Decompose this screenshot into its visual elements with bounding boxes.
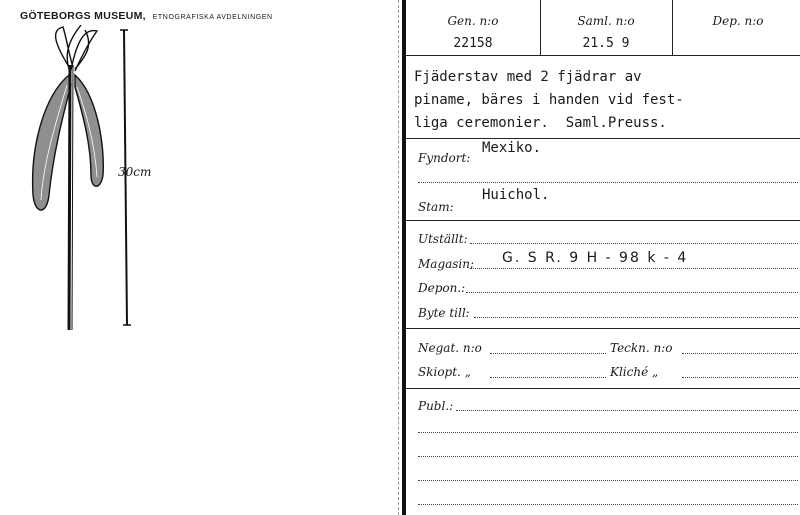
card-header-row	[406, 0, 800, 56]
description-text	[414, 66, 684, 135]
utstallt-label: Utställt:	[418, 232, 468, 246]
dotted-line	[418, 432, 798, 433]
dotted-line	[682, 353, 798, 354]
rule	[406, 220, 800, 221]
rule	[406, 388, 800, 389]
gen-number-label: Gen. n:o	[447, 14, 499, 28]
saml-number-value: 21.5 9	[582, 36, 630, 51]
dotted-line	[466, 292, 798, 293]
magasin-label: Magasin:	[418, 257, 475, 271]
feather-staff-drawing	[25, 25, 165, 335]
description-line: piname, bäres i handen vid fest-	[414, 92, 684, 108]
dotted-line	[456, 410, 798, 411]
fyndort-label: Fyndort:	[418, 151, 471, 165]
byte-till-label: Byte till:	[418, 306, 470, 320]
rule	[406, 328, 800, 329]
skiopt-label: Skiopt. „	[418, 365, 471, 379]
dotted-line	[490, 353, 606, 354]
description-line: liga ceremonier. Saml.Preuss.	[414, 115, 667, 131]
museum-header	[20, 10, 273, 22]
description-line: Fjäderstav med 2 fjädrar av	[414, 69, 642, 85]
kliche-label: Kliché „	[610, 365, 659, 379]
fyndort-value: Mexiko.	[482, 140, 542, 156]
negat-label: Negat. n:o	[418, 341, 482, 355]
dotted-line	[418, 480, 798, 481]
saml-number-cell	[540, 0, 673, 55]
dotted-line	[418, 182, 798, 183]
dotted-line	[418, 456, 798, 457]
dotted-line	[490, 377, 606, 378]
rule	[406, 138, 800, 139]
saml-number-label: Saml. n:o	[577, 14, 635, 28]
publ-label: Publ.:	[418, 399, 454, 413]
dotted-line	[470, 268, 798, 269]
dotted-line	[474, 317, 798, 318]
dotted-line	[418, 504, 798, 505]
scale-label: 30cm	[118, 165, 152, 179]
stam-value: Huichol.	[482, 187, 550, 203]
department-name: ETNOGRAFISKA AVDELNINGEN	[152, 14, 273, 21]
dotted-line	[682, 377, 798, 378]
gen-number-value: 22158	[453, 36, 493, 51]
dotted-line	[470, 243, 798, 244]
card-divider	[398, 0, 400, 515]
depon-label: Depon.:	[418, 281, 466, 295]
catalog-card	[402, 0, 800, 515]
stam-label: Stam:	[418, 200, 454, 214]
dep-number-cell	[672, 0, 800, 55]
museum-name: GÖTEBORGS MUSEUM,	[20, 10, 146, 22]
gen-number-cell	[406, 0, 541, 55]
teckn-label: Teckn. n:o	[610, 341, 673, 355]
dep-number-label: Dep. n:o	[712, 14, 764, 28]
magasin-value: G. S R. 9 H - 98 k - 4	[502, 250, 689, 266]
